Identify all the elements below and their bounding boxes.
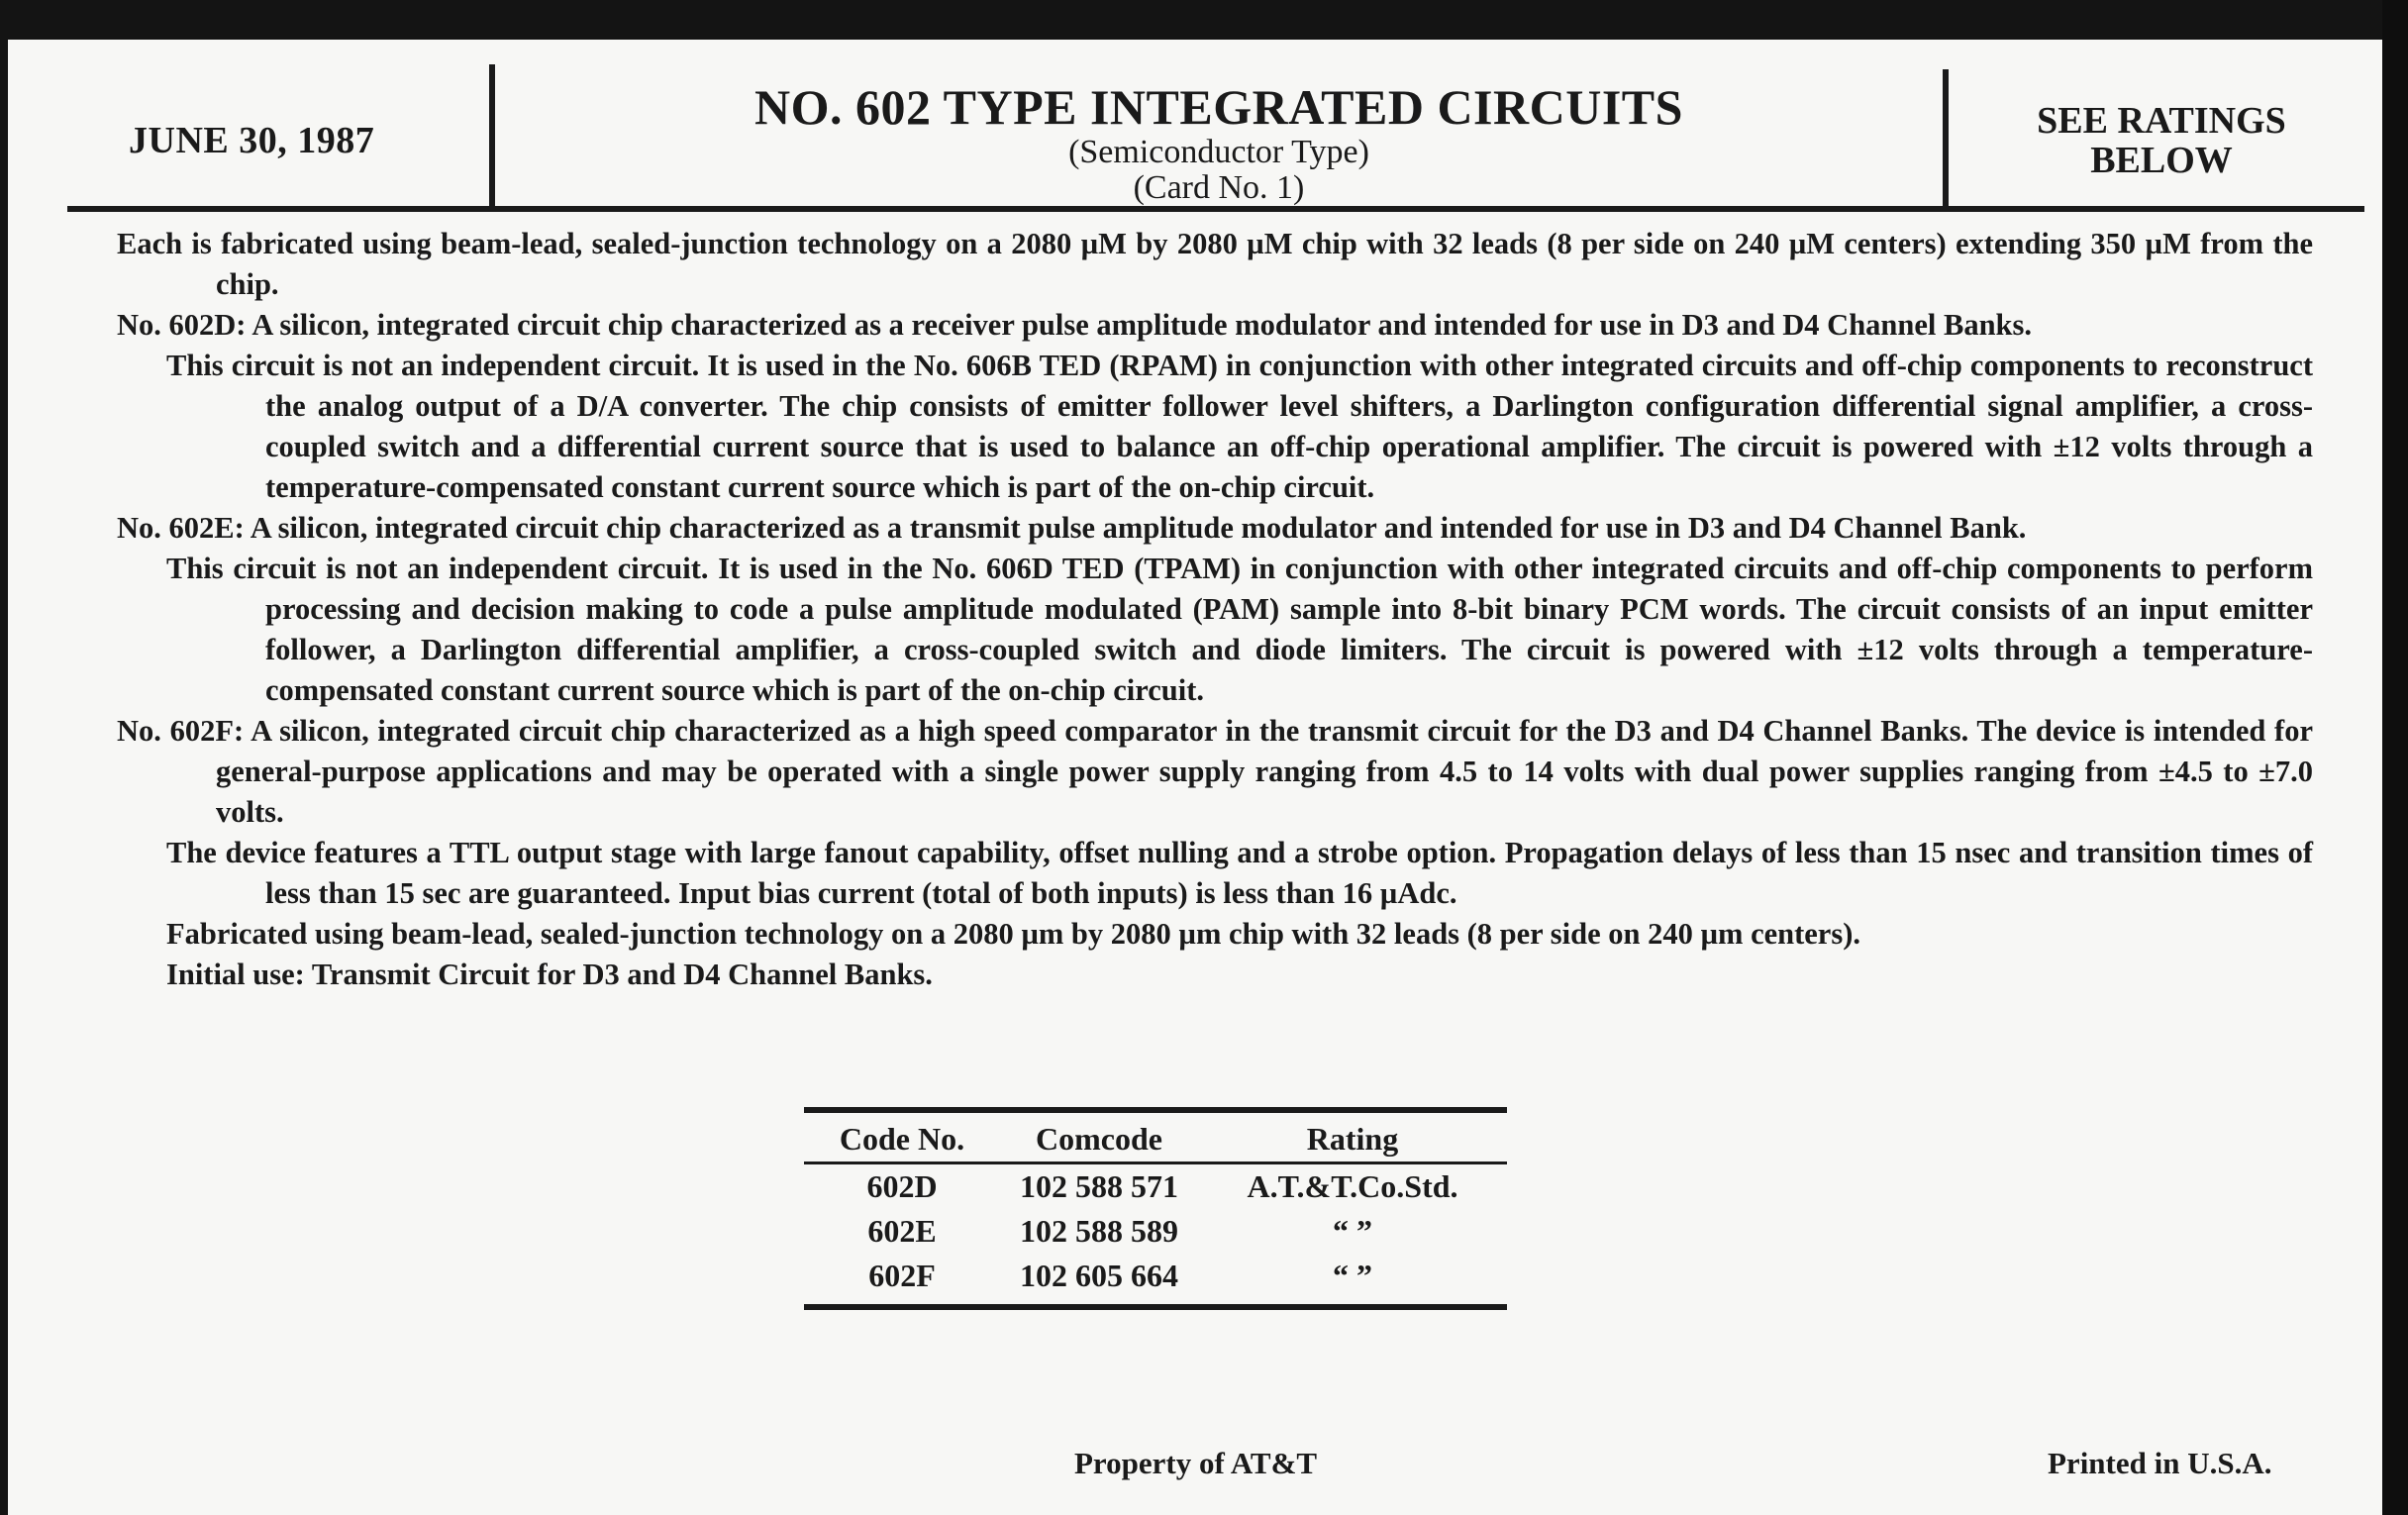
602f-initial-use: Initial use: Transmit Circuit for D3 and D4 Channel Banks. xyxy=(166,958,933,991)
issue-date: JUNE 30, 1987 xyxy=(129,120,375,161)
footer-property: Property of AT&T xyxy=(1074,1446,1318,1480)
footer-printed: Printed in U.S.A. xyxy=(2048,1446,2272,1480)
header-title-block xyxy=(495,79,1943,206)
cell-code: 602E xyxy=(867,1213,937,1249)
header-rule xyxy=(67,206,2364,212)
cell-rating: A.T.&T.Co.Std. xyxy=(1247,1168,1458,1204)
column-header-rating: Rating xyxy=(1306,1121,1399,1157)
page-subtitle: (Semiconductor Type) xyxy=(1068,134,1369,170)
cell-comcode: 102 605 664 xyxy=(1020,1258,1178,1293)
ratings-table xyxy=(804,1107,1507,1310)
602e-description: This circuit is not an independent circuit. It is used in the No. 606D TED (TPAM) in conjunction with other integrated circuits and off-chip components to perform processing and decision making to code a pulse amplitude modulated (PAM) sample into 8-bit binary PCM words. The circuit consists of an input emitter follower, a Darlington differential amplifier, a cross-coupled switch and diode limiters. The circuit is powered with ±12 volts through a temperature-compensated constant current source which is part of the on-chip circuit. xyxy=(166,552,2313,707)
table-row xyxy=(804,1164,1507,1209)
ratings-note-line1: SEE RATINGS xyxy=(2037,100,2286,142)
intro-paragraph: Each is fabricated using beam-lead, sealed-junction technology on a 2080 µM by 2080 µM chip with 32 leads (8 per side on 240 µM centers) extending 350 µM from the chip. xyxy=(117,227,2313,301)
cell-rating: “ ” xyxy=(1333,1258,1372,1293)
602d-heading: No. 602D: A silicon, integrated circuit chip characterized as a receiver pulse amplitude modulator and intended for use in D3 and D4 Channel Banks. xyxy=(117,308,2032,342)
cell-code: 602F xyxy=(868,1258,936,1293)
ratings-note xyxy=(1949,101,2374,180)
column-header-code: Code No. xyxy=(839,1121,965,1157)
602f-fabrication: Fabricated using beam-lead, sealed-junction technology on a 2080 µm by 2080 µm chip with 32 leads (8 per side on 240 µm centers). xyxy=(166,917,1860,951)
602f-features: The device features a TTL output stage with large fanout capability, offset nulling and a strobe option. Propagation delays of less than 15 nsec and transition times of less than 15 sec are guaranteed. Input bias current (total of both inputs) is less than 16 µAdc. xyxy=(166,836,2313,910)
602f-heading: No. 602F: A silicon, integrated circuit chip characterized as a high speed comparator in the transmit circuit for the D3 and D4 Channel Banks. The device is intended for general-purpose applications and may be operated with a single power supply ranging from 4.5 to 14 volts with dual power supplies ranging from ±4.5 to ±7.0 volts. xyxy=(117,714,2313,829)
602e-heading: No. 602E: A silicon, integrated circuit chip characterized as a transmit pulse amplitude modulator and intended for use in D3 and D4 Channel Bank. xyxy=(117,511,2027,545)
card-number: (Card No. 1) xyxy=(1133,169,1305,206)
cell-comcode: 102 588 571 xyxy=(1020,1168,1178,1204)
scan-edge xyxy=(2382,0,2408,1515)
cell-rating: “ ” xyxy=(1333,1213,1372,1249)
table-bottom-rule xyxy=(804,1304,1507,1310)
table-header-row xyxy=(804,1117,1507,1162)
table-top-rule xyxy=(804,1107,1507,1113)
document-body xyxy=(117,224,2313,995)
cell-comcode: 102 588 589 xyxy=(1020,1213,1178,1249)
page-title: NO. 602 TYPE INTEGRATED CIRCUITS xyxy=(754,79,1683,135)
table-row xyxy=(804,1209,1507,1254)
ratings-note-line2: BELOW xyxy=(2090,140,2233,181)
cell-code: 602D xyxy=(866,1168,938,1204)
table-row xyxy=(804,1254,1507,1298)
column-header-comcode: Comcode xyxy=(1036,1121,1162,1157)
602d-description: This circuit is not an independent circuit. It is used in the No. 606B TED (RPAM) in conjunction with other integrated circuits and off-chip components to reconstruct the analog output of a D/A converter. The chip consists of emitter follower level shifters, a Darlington configuration differential signal amplifier, a cross-coupled switch and a differential current source that is used to balance an off-chip operational amplifier. The circuit is powered with ±12 volts through a temperature-compensated constant current source which is part of the on-chip circuit. xyxy=(166,349,2313,504)
